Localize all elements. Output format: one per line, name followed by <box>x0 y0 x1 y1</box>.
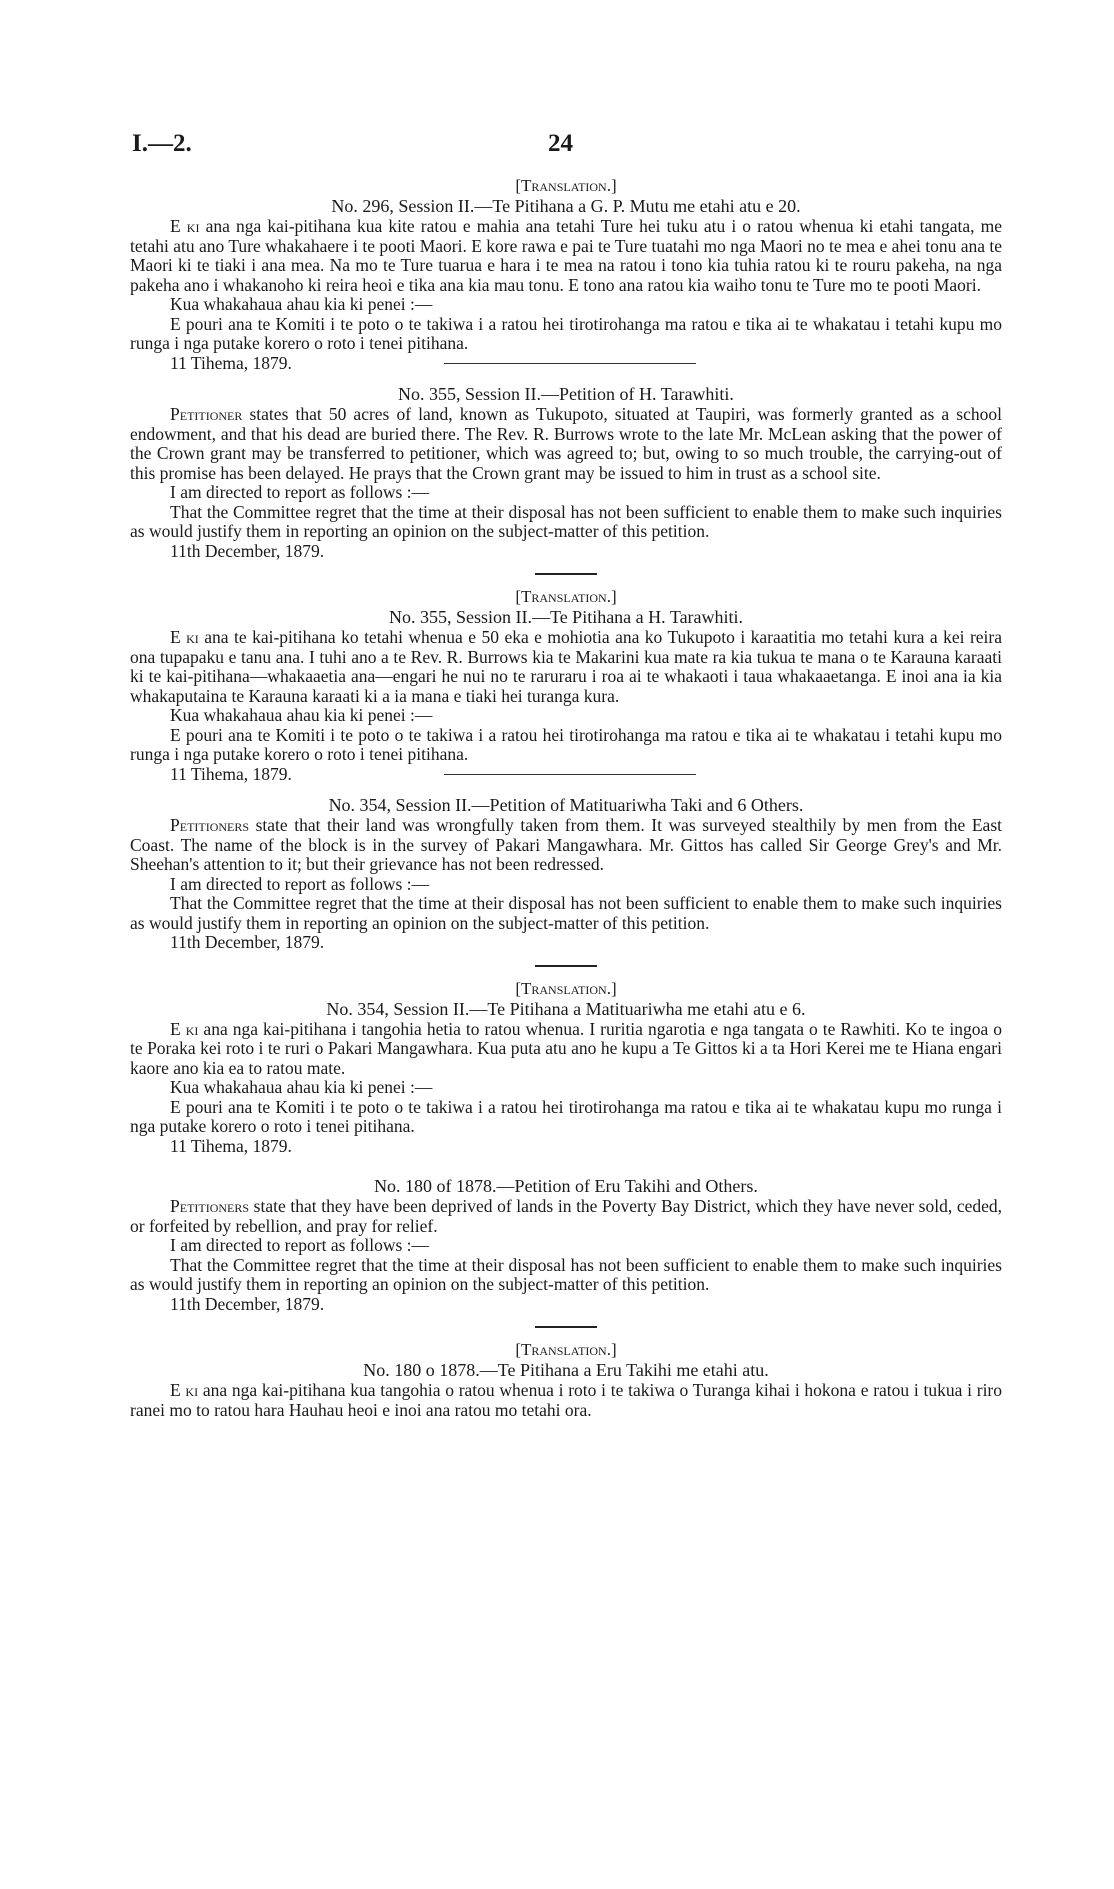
document-reference: I.—2. <box>132 130 192 157</box>
lead-words: E ki <box>170 1380 199 1400</box>
directed-line: Kua whakahaua ahau kia ki penei :— <box>170 1077 433 1097</box>
report-date: 11th December, 1879. <box>170 540 325 561</box>
petition-body <box>130 1197 1002 1236</box>
page-content <box>130 176 1002 1420</box>
petition-heading: No. 355, Session II.—Te Pitihana a H. Tarawhiti. <box>388 607 744 627</box>
directed-line: Kua whakahaua ahau kia ki penei :— <box>170 705 433 725</box>
translation-label: [Translation.] <box>515 587 617 606</box>
lead-words: Petitioner <box>170 404 243 424</box>
body-text: states that 50 acres of land, known as Tukupoto, situated at Taupiri, was formerly granted as a school endowment, and that his dead are buried there. The Rev. R. Burrows wrote to the late Mr. McLean asking that the power of the Crown grant may be transferred to petitioner, which was agreed to; but, owing to so much trouble, the carrying-out of this promise has been delayed. He prays that the Crown grant may be issued to him in trust as a school site. <box>130 404 1002 483</box>
lead-words: E ki <box>170 627 199 647</box>
section-354-petition <box>130 795 1002 953</box>
petition-body <box>130 1020 1002 1079</box>
committee-report: E pouri ana te Komiti i te poto o te takiwa i a ratou hei tirotirohanga ma ratou e tika ai te whakatau i tetahi kupu mo runga i nga putake korero o roto i tenei pitihana. <box>130 724 1002 764</box>
petition-heading: No. 355, Session II.—Petition of H. Tarawhiti. <box>398 384 734 404</box>
report-date: 11 Tihema, 1879. <box>170 352 292 373</box>
translation-label: [Translation.] <box>515 176 617 195</box>
petition-heading: No. 180 o 1878.—Te Pitihana a Eru Takihi me etahi atu. <box>363 1360 769 1380</box>
section-180-translation <box>130 1340 1002 1420</box>
page-number: 24 <box>548 130 573 157</box>
committee-report: E pouri ana te Komiti i te poto o te takiwa i a ratou hei tirotirohanga ma ratou e tika ai te whakatau i tetahi kupu mo runga i nga putake korero o roto i tenei pitihana. <box>130 313 1002 353</box>
body-text: ana nga kai-pitihana kua kite ratou e mahia ana tetahi Ture hei tuku atu i o ratou whenua ki etahi tangata, me tetahi atu ano Ture whakahaere i te pooti Maori. E kore rawa e pai te Ture tuatahi mo nga Maori no te mea e ahei tonu ana te Maori ki te tiaki i ana mea. Na mo te Ture tuarua e hara i te mea na ratou i tono kia tuhia ratou ki te rouru pakeha, na nga pakeha ano i whakanoho ki reira heoi e tika ana kia mau tonu. E tono ana ratou kia waiho tonu te Ture mo te pooti Maori. <box>130 216 1002 295</box>
petition-heading: No. 354, Session II.—Te Pitihana a Matituariwha me etahi atu e 6. <box>326 998 806 1019</box>
section-296-translation <box>130 176 1002 373</box>
committee-report: E pouri ana te Komiti i te poto o te takiwa i a ratou hei tirotirohanga ma ratou e tika ai te whakatau kupu mo runga i nga putake korero o roto i tenei pitihana. <box>130 1096 1002 1136</box>
petition-heading: No. 296, Session II.—Te Pitihana a G. P. Mutu me etahi atu e 20. <box>331 196 801 216</box>
lead-words: Petitioners <box>170 1196 250 1216</box>
directed-line: I am directed to report as follows :— <box>170 482 430 502</box>
body-text: state that they have been deprived of lands in the Poverty Bay District, which they have never sold, ceded, or forfeited by rebellion, and pray for relief. <box>130 1196 1002 1236</box>
report-date: 11th December, 1879. <box>170 1293 325 1314</box>
body-text: ana te kai-pitihana ko tetahi whenua e 50 eka e mohiotia ana ko Tukupoto i karaatitia mo tetahi kura a kei reira ona tupapaku e tanu ana. I tuhi ano a te Rev. R. Burrows kia te Makarini kua mate ra kia tukua te mana o te Karauna karaati ki te kai-pitihana—whakaaetia ana—engari he nui no te raruraru i roa ai te whakaoti i taua whakaaetanga. E inoi ana ia kia whakaputaina te Karauna karaati ki a ia mana e tiaki hei turanga kura. <box>130 627 1002 706</box>
body-text: state that their land was wrongfully taken from them. It was surveyed stealthily by men from the East Coast. The name of the block is in the survey of Pakari Mangawhara. Mr. Gittos has called Sir George Grey's and Mr. Sheehan's attention to it; but their grievance has not been redressed. <box>130 815 1002 874</box>
translation-label: [Translation.] <box>515 978 617 998</box>
petition-body <box>130 628 1002 706</box>
lead-words: E ki <box>170 216 200 236</box>
report-date: 11 Tihema, 1879. <box>170 1135 292 1156</box>
report-date: 11 Tihema, 1879. <box>170 763 292 784</box>
lead-words: Petitioners <box>170 815 250 835</box>
section-180-petition <box>130 1176 1002 1314</box>
report-date: 11th December, 1879. <box>170 932 325 952</box>
directed-line: Kua whakahaua ahau kia ki penei :— <box>170 294 433 314</box>
body-text: ana nga kai-pitihana i tangohia hetia to ratou whenua. I ruritia ngarotia e nga tangata o te Rawhiti. Ko te ingoa o te Poraka kei roto i te ruri o Pakari Mangawhara. Kua puta atu ano he kupu a Te Gittos ki a ta Hori Kerei me te Hiana engari kaore ano kia ea to ratou mate. <box>130 1018 1002 1078</box>
committee-report: That the Committee regret that the time at their disposal has not been sufficient to enable them to make such inquiries as would justify them in reporting an opinion on the subject-matter of this petition. <box>130 893 1002 933</box>
petition-body <box>130 405 1002 483</box>
translation-label: [Translation.] <box>515 1340 617 1359</box>
section-355-petition <box>130 384 1002 561</box>
directed-line: I am directed to report as follows :— <box>170 873 430 894</box>
body-text: ana nga kai-pitihana kua tangohia o ratou whenua i roto i te takiwa o Turanga kihai i hokona e ratou i tukua i riro ranei mo to ratou hara Hauhau heoi e inoi ana ratou mo tetahi ora. <box>130 1380 1003 1420</box>
committee-report: That the Committee regret that the time at their disposal has not been sufficient to enable them to make such inquiries as would justify them in reporting an opinion on the subject-matter of this petition. <box>130 501 1002 541</box>
petition-heading: No. 354, Session II.—Petition of Matituariwha Taki and 6 Others. <box>328 795 804 815</box>
petition-heading: No. 180 of 1878.—Petition of Eru Takihi and Others. <box>374 1176 758 1196</box>
lead-words: E ki <box>170 1018 199 1039</box>
petition-body <box>130 1381 1002 1420</box>
section-354-translation <box>130 979 1002 1157</box>
committee-report: That the Committee regret that the time at their disposal has not been sufficient to enable them to make such inquiries as would justify them in reporting an opinion on the subject-matter of this petition. <box>130 1254 1002 1294</box>
petition-body <box>130 217 1002 295</box>
petition-body <box>130 816 1002 875</box>
directed-line: I am directed to report as follows :— <box>170 1235 430 1255</box>
section-355-translation <box>130 587 1002 784</box>
